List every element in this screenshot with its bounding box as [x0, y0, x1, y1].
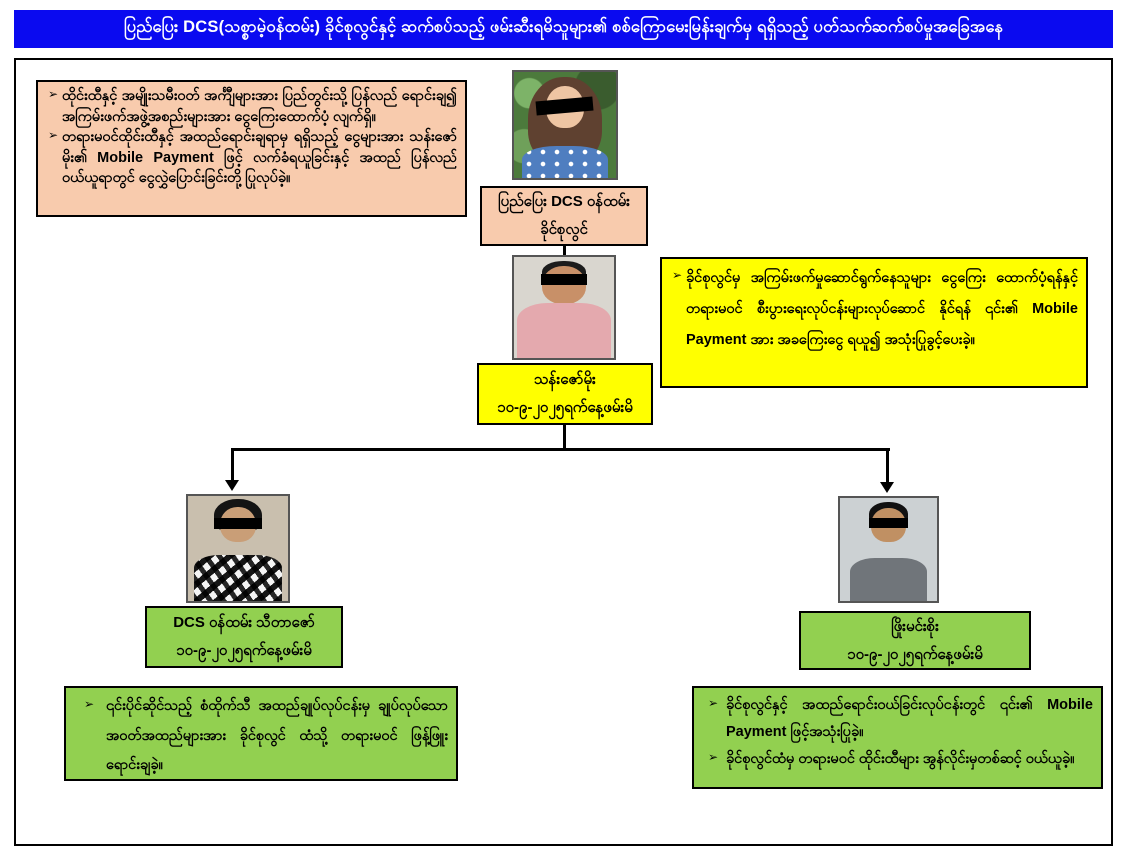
connector-line	[231, 448, 234, 481]
photo-phyo-min-soe	[838, 496, 939, 603]
bullet-arrow-icon: ➢	[671, 268, 683, 282]
bullet-text: တရားမဝင်ထိုင်းထီနှင့် အထည်ရောင်းချရာမှ ရရှိသည့် ငွေများအား သန်းဇော်မိုး၏ Mobile Payment ဖြင့် လက်ခံရယူခြင်းနှင့် အထည် ပြန်လည် ဝယ်ယူရာတွင် ငွေလွှဲပြောင်းခြင်းတို့ ပြုလုပ်ခဲ့။	[62, 129, 457, 187]
label-line2: ၁၀-၉-၂၀၂၅ရက်နေ့ဖမ်းမိ	[497, 399, 633, 416]
bullet-arrow-icon: ➢	[47, 87, 59, 101]
label-thidar-zaw	[145, 606, 343, 668]
photo-thidar-zaw	[186, 494, 290, 603]
page-title: ပြည်ပြေး DCS(သစ္စာမဲ့ဝန်ထမ်း) ခိုင်စုလွင်နှင့် ဆက်စပ်သည့် ဖမ်းဆီးရမိသူများ၏ စစ်ကြောမေးမြန်းချက်မှ ရရှိသည့် ပတ်သက်ဆက်စပ်မှုအခြေအနေ	[123, 18, 1004, 36]
label-line2: ခိုင်စုလွင်	[540, 221, 588, 238]
bullet-item	[700, 746, 1093, 773]
label-line1: ဖြိုးမင်းစိုး	[891, 617, 939, 635]
label-than-zaw-moe	[477, 363, 653, 425]
bullet-arrow-icon: ➢	[707, 749, 719, 764]
bullet-text: ၎င်းပိုင်ဆိုင်သည့် စံထိုက်သီ အထည်ချုပ်လုပ်ငန်းမှ ချုပ်လုပ်သော အဝတ်အထည်များအား ခိုင်စုလွင် ထံသို့ တရားမဝင် ဖြန့်ဖြူးရောင်းချခဲ့။	[106, 698, 448, 774]
label-line1: ပြည်ပြေး DCS ဝန်ထမ်း	[498, 193, 630, 211]
clothing-shape	[522, 146, 608, 180]
eye-censor-bar	[869, 518, 908, 528]
bullet-text: ထိုင်းထီနှင့် အမျိုးသမီးဝတ် အင်္ကျီများအား ပြည်တွင်းသို့ ပြန်လည် ရောင်းချ၍ အကြမ်းဖက်အဖွဲ့အစည်းများအား ငွေကြေးထောက်ပံ့ လျက်ရှိ။	[62, 88, 457, 125]
bullet-arrow-icon: ➢	[707, 696, 719, 710]
bullet-item	[700, 692, 1093, 746]
bullet-item	[44, 127, 457, 189]
arrow-down-icon	[880, 482, 894, 493]
bullet-arrow-icon: ➢	[83, 697, 95, 711]
bullet-item	[44, 86, 457, 127]
info-box-khaing-su-lwin	[36, 80, 467, 217]
info-box-thidar-zaw	[64, 686, 458, 781]
clothing-shape	[850, 558, 928, 601]
label-line1: DCS ဝန်ထမ်း သီတာဇော်	[173, 614, 315, 632]
photo-than-zaw-moe	[512, 255, 616, 360]
bullet-text: ခိုင်စုလွင်ထံမှ တရားမဝင် ထိုင်းထီများ အွန်လိုင်းမှတစ်ဆင့် ဝယ်ယူခဲ့။	[726, 750, 1075, 767]
info-box-phyo-min-soe	[692, 686, 1103, 789]
label-line1: သန်းဇော်မိုး	[534, 371, 596, 389]
connector-line	[232, 448, 890, 451]
photo-khaing-su-lwin	[512, 70, 618, 180]
label-khaing-su-lwin	[480, 186, 648, 246]
bullet-item	[668, 263, 1078, 357]
bullet-text: ခိုင်စုလွင်မှ အကြမ်းဖက်မှုဆောင်ရွက်နေသူများ ငွေကြေး ထောက်ပံ့ရန်နှင့် တရားမဝင် စီးပွားရေးလုပ်ငန်းများလုပ်ဆောင် နိုင်ရန် ၎င်း၏ Mobile Payment အား အခကြေးငွေ ရယူ၍ အသုံးပြုခွင့်ပေးခဲ့။	[686, 270, 1078, 349]
label-line2: ၁၀-၉-၂၀၂၅ရက်နေ့ဖမ်းမိ	[176, 642, 312, 659]
label-line2: ၁၀-၉-၂၀၂၅ရက်နေ့ဖမ်းမိ	[847, 645, 983, 663]
clothing-shape	[517, 303, 611, 358]
bullet-item	[72, 692, 448, 781]
clothing-shape	[194, 555, 282, 601]
info-box-mobile-payment	[660, 257, 1088, 388]
title-banner	[14, 10, 1113, 48]
arrow-down-icon	[225, 480, 239, 491]
face-shape	[542, 266, 586, 304]
bullet-text: ခိုင်စုလွင်နှင့် အထည်ရောင်းဝယ်ခြင်းလုပ်ငန်းတွင် ၎င်း၏ Mobile Payment ဖြင့်အသုံးပြုခဲ့။	[726, 697, 1093, 740]
bullet-arrow-icon: ➢	[47, 128, 59, 143]
connector-line	[886, 448, 889, 483]
eye-censor-bar	[541, 274, 587, 285]
label-phyo-min-soe	[799, 611, 1031, 670]
eye-censor-bar	[214, 518, 262, 529]
